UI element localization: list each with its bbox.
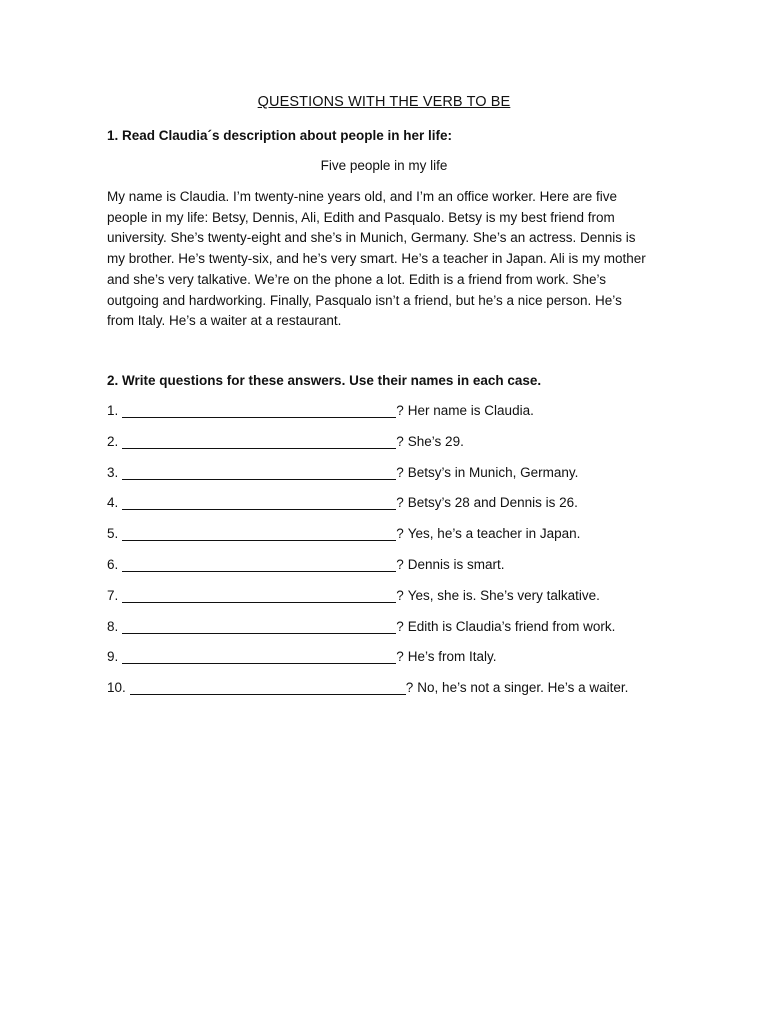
passage-line: my brother. He’s twenty-six, and he’s very smart. He’s a teacher in Japan. Ali is my mother — [107, 251, 646, 267]
given-answer: Dennis is smart. — [407, 556, 505, 572]
question-number: 1. — [107, 403, 119, 418]
question-row — [107, 434, 707, 465]
given-answer: Her name is Claudia. — [407, 403, 534, 418]
passage-line: My name is Claudia. I’m twenty-nine years old, and I’m an office worker. Here are five — [107, 189, 617, 204]
question-number: 4. — [107, 495, 119, 511]
passage-title: Five people in my life — [320, 158, 448, 173]
question-number: 10. — [107, 680, 126, 696]
question-mark: ? — [396, 618, 404, 634]
passage-text — [107, 187, 667, 332]
question-row — [107, 680, 707, 711]
passage-line: from Italy. He’s a waiter at a restaurant. — [107, 313, 342, 329]
question-mark: ? — [396, 649, 404, 665]
answer-blank-line[interactable] — [122, 495, 396, 510]
question-number: 6. — [107, 556, 119, 572]
question-number: 8. — [107, 618, 119, 634]
question-row — [107, 649, 707, 680]
question-number: 3. — [107, 464, 119, 480]
given-answer: Betsy’s in Munich, Germany. — [407, 464, 579, 480]
question-row — [107, 526, 707, 557]
answer-blank-line[interactable] — [122, 403, 396, 418]
answer-blank-line[interactable] — [122, 465, 396, 480]
question-number: 9. — [107, 649, 119, 665]
question-mark: ? — [396, 526, 404, 542]
page-title: QUESTIONS WITH THE VERB TO BE — [257, 94, 511, 110]
passage-line: people in my life: Betsy, Dennis, Ali, Edith and Pasqualo. Betsy is my best friend from — [107, 209, 615, 225]
question-number: 7. — [107, 587, 119, 603]
answer-blank-line[interactable] — [130, 680, 406, 695]
question-row — [107, 495, 707, 526]
passage-line: university. She’s twenty-eight and she’s in Munich, Germany. She’s an actress. Dennis is — [107, 230, 636, 246]
given-answer: Yes, she is. She’s very talkative. — [407, 587, 600, 603]
given-answer: He’s from Italy. — [407, 649, 497, 665]
given-answer: No, he’s not a singer. He’s a waiter. — [417, 680, 629, 696]
question-number: 2. — [107, 433, 119, 449]
question-row — [107, 465, 707, 496]
given-answer: She’s 29. — [407, 433, 464, 449]
answer-blank-line[interactable] — [122, 434, 396, 449]
question-mark: ? — [396, 495, 404, 511]
question-row — [107, 619, 707, 650]
section-1-heading: 1. Read Claudia´s description about people in her life: — [107, 128, 453, 143]
answer-blank-line[interactable] — [122, 557, 396, 572]
section-2-heading: 2. Write questions for these answers. Use their names in each case. — [107, 373, 542, 388]
question-row — [107, 557, 707, 588]
question-mark: ? — [396, 587, 404, 603]
question-mark: ? — [405, 680, 414, 696]
question-mark: ? — [396, 433, 404, 449]
given-answer: Yes, he’s a teacher in Japan. — [407, 526, 581, 542]
answer-blank-line[interactable] — [122, 526, 396, 541]
question-list — [107, 403, 707, 711]
question-mark: ? — [396, 464, 404, 480]
answer-blank-line[interactable] — [122, 649, 396, 664]
answer-blank-line[interactable] — [122, 588, 396, 603]
question-row — [107, 403, 707, 434]
given-answer: Betsy’s 28 and Dennis is 26. — [407, 495, 578, 511]
question-mark: ? — [396, 403, 404, 418]
passage-line: and she’s very talkative. We’re on the phone a lot. Edith is a friend from work. She’s — [107, 271, 607, 287]
answer-blank-line[interactable] — [122, 619, 396, 634]
given-answer: Edith is Claudia’s friend from work. — [407, 618, 616, 634]
question-row — [107, 588, 707, 619]
question-mark: ? — [396, 556, 404, 572]
passage-line: outgoing and hardworking. Finally, Pasqualo isn’t a friend, but he’s a nice person. He’s — [107, 292, 622, 308]
question-number: 5. — [107, 526, 119, 542]
